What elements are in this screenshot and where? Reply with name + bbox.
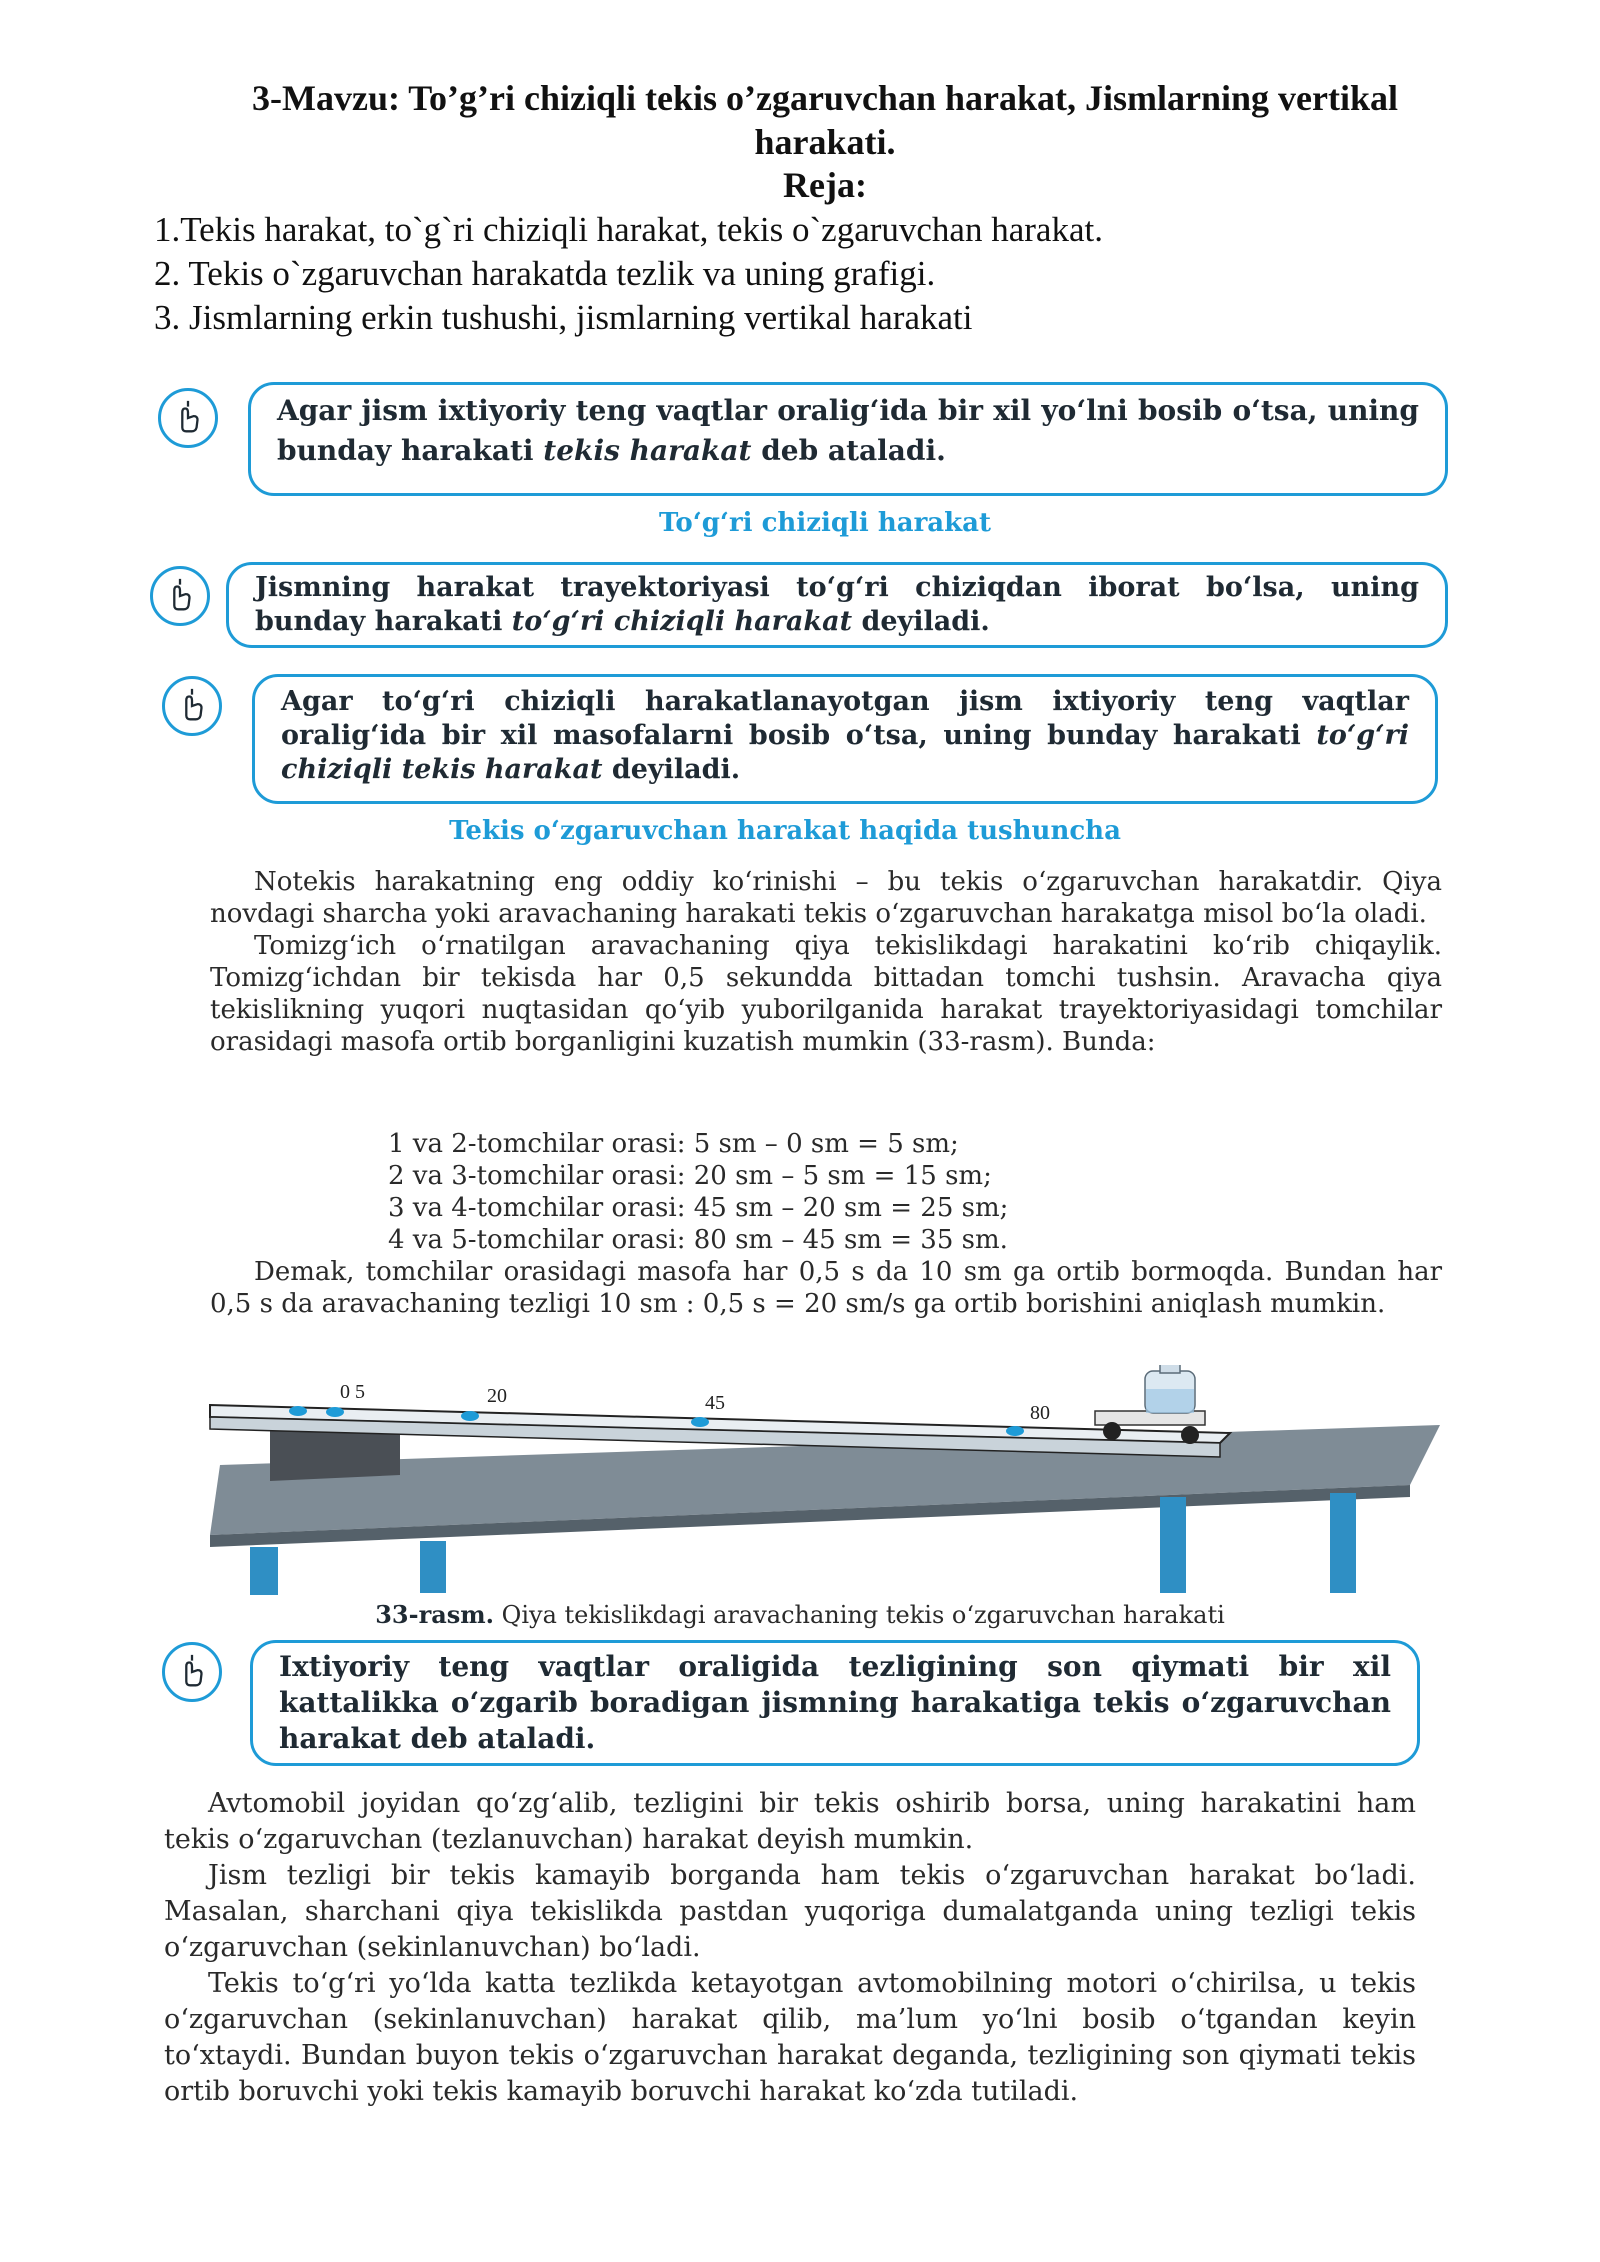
water-drop [461, 1411, 479, 1421]
table-leg [250, 1547, 278, 1595]
definition-box-straight-uniform-motion [252, 674, 1438, 804]
paragraph: Tekis to‘g‘ri yo‘lda katta tezlikda ketayotgan avtomobilning motori o‘chirilsa, u tekis o‘zgaruvchan (sekinlanuvchan) harakat qilib, ma’lum yo‘lni bosib o‘tgandan keyin to‘xtaydi. Bundan buyon tekis o‘zgaruvchan harakat deganda, tezligining son qiymati tekis ortib boruvchi yoki tekis kamayib boruvchi harakat ko‘zda tutiladi. [164, 1968, 1416, 2107]
distance-label: 80 [1030, 1402, 1050, 1424]
water-drop [691, 1417, 709, 1427]
definition-text: deyiladi. [602, 754, 741, 785]
definition-box-straight-motion [226, 562, 1448, 648]
closing-paragraphs [164, 1786, 1416, 2110]
water-drop [1006, 1426, 1024, 1436]
hand-pointer-icon [150, 566, 210, 626]
calc-line: 4 va 5-tomchilar orasi: 80 sm – 45 sm = 35 sm. [388, 1225, 1008, 1255]
plan-heading: Reja: [783, 165, 867, 205]
definition-term: tekis harakat [543, 434, 752, 467]
table-leg [420, 1541, 446, 1593]
paragraph: Jism tezligi bir tekis kamayib borganda ham tekis o‘zgaruvchan harakat bo‘ladi. Masalan, sharchani qiya tekislikda pastdan yuqoriga dumalatganda uning tezligi tekis o‘zgaruvchan (sekinlanuvchan) bo‘ladi. [164, 1860, 1416, 1963]
table-leg [1330, 1493, 1356, 1593]
calc-line: 2 va 3-tomchilar orasi: 20 sm – 5 sm = 15 sm; [388, 1161, 992, 1191]
inclined-plane-figure [200, 1365, 1450, 1595]
definition-text: Agar jism ixtiyoriy teng vaqtlar oralig‘ida bir xil yo‘lni bosib o‘tsa, uning bunday harakati [277, 394, 1419, 467]
paragraph: Avtomobil joyidan qo‘zg‘alib, tezligini bir tekis oshirib borsa, uning harakatini ham tekis o‘zgaruvchan (tezlanuvchan) harakat deyish mumkin. [164, 1788, 1416, 1855]
hand-pointer-icon [162, 1642, 222, 1702]
drop-distance-calculations [388, 1128, 1008, 1256]
table-leg [1160, 1497, 1186, 1593]
calc-line: 3 va 4-tomchilar orasi: 45 sm – 20 sm = 25 sm; [388, 1193, 1009, 1223]
body-paragraphs [210, 866, 1442, 1058]
paragraph: Tomizg‘ich o‘rnatilgan aravachaning qiya tekislikdagi harakatini ko‘rib chiqaylik. Tomizg‘ichdan bir tekisda har 0,5 sekundda bittadan tomchi tushsin. Aravacha qiya tekislikning yuqori nuqtasidan qo‘yib yuborilganida harakat trayektoriyasidagi tomchilar orasidagi masofa ortib borganligini kuzatish mumkin (33-rasm). Bunda: [210, 931, 1442, 1057]
page-title: 3-Mavzu: To’g’ri chiziqli tekis o’zgaruvchan harakat, Jismlarning vertikal harakati. [252, 78, 1398, 162]
paragraph: Demak, tomchilar orasidagi masofa har 0,5 s da 10 sm ga ortib bormoqda. Bundan har 0,5 s da aravachaning tezligi 10 sm : 0,5 s = 20 sm/s ga ortib borishini aniqlash mumkin. [210, 1257, 1442, 1319]
paragraph: Notekis harakatning eng oddiy ko‘rinishi – bu tekis o‘zgaruvchan harakatdir. Qiya novdagi sharcha yoki aravachaning harakati tekis o‘zgaruvchan harakatga misol bo‘la oladi. [210, 867, 1442, 929]
subheading-straight-motion: To‘g‘ri chiziqli harakat [658, 508, 992, 538]
definition-text: Agar to‘g‘ri chiziqli harakatlanayotgan jism ixtiyoriy teng vaqtlar oralig‘ida bir xil masofalarni bosib o‘tsa, uning bunday harakati [281, 686, 1409, 751]
hand-pointer-icon [162, 676, 222, 736]
calc-line: 1 va 2-tomchilar orasi: 5 sm – 0 sm = 5 sm; [388, 1129, 959, 1159]
definition-box-accelerated-motion: Ixtiyoriy teng vaqtlar oraligida tezligining son qiymati bir xil kattalikka o‘zgarib boradigan jismning harakatiga tekis o‘zgaruvchan harakat deb ataladi. [250, 1640, 1420, 1766]
plan-list [154, 208, 1103, 340]
conclusion-paragraph [210, 1256, 1442, 1320]
distance-label: 0 5 [340, 1381, 365, 1403]
subheading-accelerated-motion: Tekis o‘zgaruvchan harakat haqida tushuncha [449, 816, 1121, 846]
definition-text: Jismning harakat trayektoriyasi to‘g‘ri chiziqdan iborat bo‘lsa, uning bunday harakati [255, 572, 1419, 637]
caption-number: 33-rasm. [375, 1600, 495, 1629]
definition-text: deyiladi. [852, 606, 990, 637]
distance-label: 20 [487, 1385, 507, 1407]
hand-pointer-icon [158, 388, 218, 448]
definition-term: to‘g‘ri chiziqli harakat [511, 606, 853, 637]
distance-label: 45 [705, 1392, 725, 1414]
water-drop [289, 1406, 307, 1416]
water-drop [326, 1407, 344, 1417]
definition-term: to‘g‘ri chiziqli tekis harakat [281, 720, 1409, 785]
plan-item: 1.Tekis harakat, to`g`ri chiziqli harakat, tekis o`zgaruvchan harakat. [154, 210, 1103, 249]
plan-item: 2. Tekis o`zgaruvchan harakatda tezlik va uning grafigi. [154, 254, 936, 293]
plan-item: 3. Jismlarning erkin tushushi, jismlarning vertikal harakati [154, 298, 973, 337]
figure-caption [0, 1600, 1600, 1629]
caption-text: Qiya tekislikdagi aravachaning tekis o‘zgaruvchan harakati [494, 1601, 1225, 1629]
definition-text: deb ataladi. [751, 434, 946, 467]
definition-box-uniform-motion [248, 382, 1448, 496]
